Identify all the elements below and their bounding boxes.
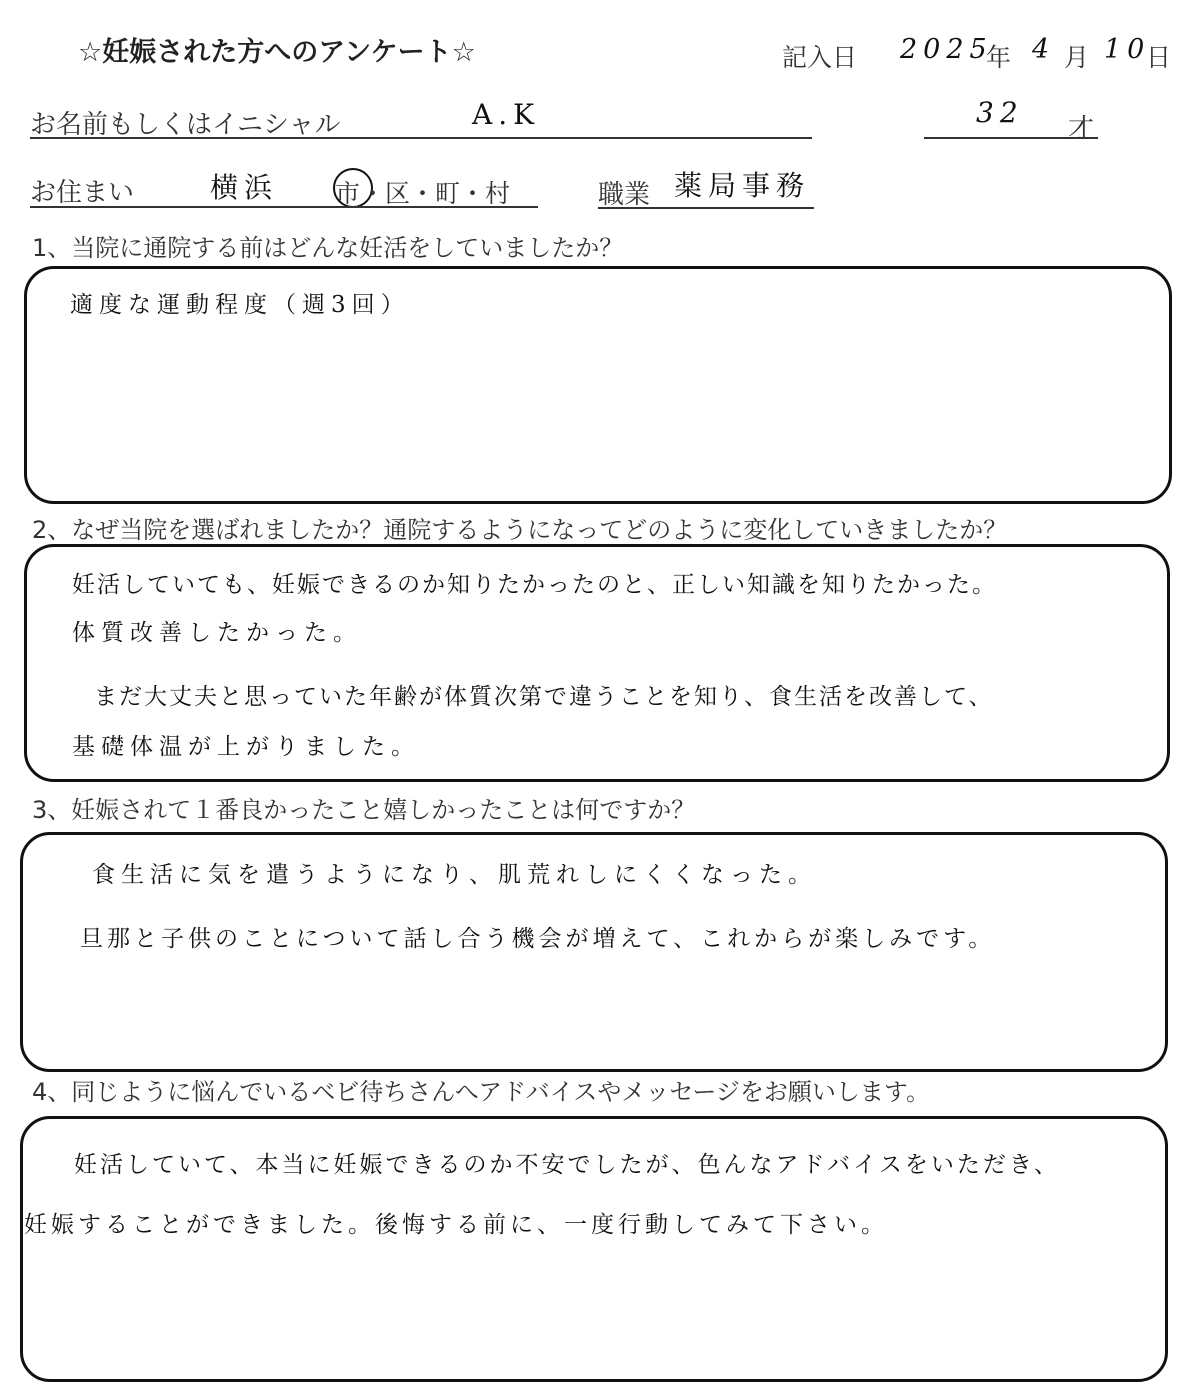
age-underline xyxy=(924,137,1098,139)
name-underline xyxy=(30,137,812,139)
answer-1-line-1: 適度な運動程度（週3回） xyxy=(70,292,410,318)
date-month-unit: 月 xyxy=(1064,43,1090,72)
date-label: 記入日 xyxy=(782,43,858,72)
occupation-underline xyxy=(598,207,814,209)
occupation-label: 職業 xyxy=(598,180,651,210)
address-underline xyxy=(30,206,538,208)
page-title: ☆妊娠された方へのアンケート☆ xyxy=(78,37,476,68)
answer-4-line-2: 妊娠することができました。後悔する前に、一度行動してみて下さい。 xyxy=(24,1212,888,1238)
question-3: 3、妊娠されて１番良かったこと嬉しかったことは何ですか？ xyxy=(32,796,696,824)
answer-3-line-1: 食生活に気を遣うようになり、肌荒れしにくくなった。 xyxy=(92,862,817,888)
question-4: 4、同じように悩んでいるベビ待ちさんへアドバイスやメッセージをお願いします。 xyxy=(32,1078,930,1106)
address-options: 市・区・町・村 xyxy=(335,179,511,208)
age-value: 32 xyxy=(976,96,1024,129)
date-year-unit: 年 xyxy=(986,43,1012,72)
name-label: お名前もしくはイニシャル xyxy=(30,110,341,140)
answer-2-line-2: 体質改善したかった。 xyxy=(72,620,362,646)
address-city-value: 横浜 xyxy=(210,171,279,204)
answer-4-line-1: 妊活していて、本当に妊娠できるのか不安でしたが、色んなアドバイスをいただき、 xyxy=(74,1152,1060,1178)
question-1: 1、当院に通院する前はどんな妊活をしていましたか？ xyxy=(32,234,624,262)
answer-3-line-2: 旦那と子供のことについて話し合う機会が増えて、これからが楽しみです。 xyxy=(80,926,996,952)
date-day-unit: 日 xyxy=(1146,43,1172,72)
date-month-value: 4 xyxy=(1032,34,1056,65)
address-label: お住まい xyxy=(30,178,135,208)
answer-2-line-1: 妊活していても、妊娠できるのか知りたかったのと、正しい知識を知りたかった。 xyxy=(72,572,997,598)
age-unit: 才 xyxy=(1068,114,1095,144)
name-value: A.K xyxy=(472,98,541,131)
question-2: 2、なぜ当院を選ばれましたか？通院するようになってどのように変化していきましたか？ xyxy=(32,516,1008,544)
answer-2-line-4: 基礎体温が上がりました。 xyxy=(72,734,420,760)
date-day-value: 10 xyxy=(1104,34,1151,65)
date-year-value: 2025 xyxy=(900,34,993,65)
answer-2-line-3: まだ大丈夫と思っていた年齢が体質次第で違うことを知り、食生活を改善して、 xyxy=(94,684,994,710)
occupation-value: 薬局事務 xyxy=(674,169,811,202)
